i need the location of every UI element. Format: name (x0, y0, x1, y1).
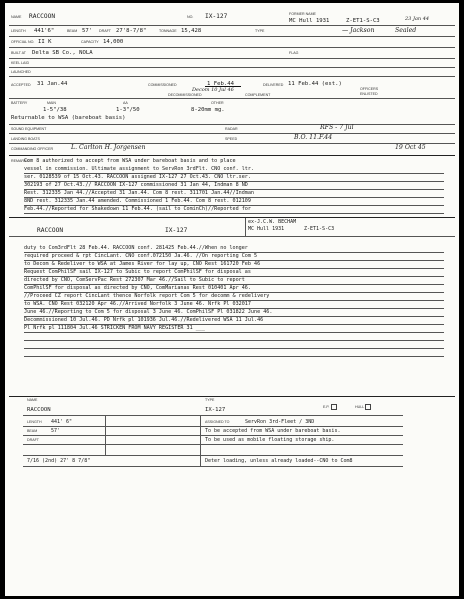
label-length: LENGTH (11, 29, 26, 33)
card-2-hull-number: IX-127 (165, 227, 188, 234)
card-3-label-beam: BEAM (27, 429, 38, 433)
label-other: OTHER (211, 101, 224, 105)
label-remarks: REMARKS (11, 159, 29, 163)
card-3-label-hull: HULL (355, 405, 365, 409)
remarks-line: required proceed & rpt CincLant. CNO conf.072150 Ja.46. //On reporting Com 5 (24, 253, 258, 259)
label-landing-boats: LANDING BOATS (11, 137, 40, 141)
handwritten-signature: — Jackson (342, 27, 375, 34)
card-3-label-draft: DRAFT (27, 438, 39, 442)
card-3-tons: 7/16 (2nd) 27' 8 7/8" (27, 458, 91, 464)
card-2-ex-hull: MC Hull 1931 (248, 226, 285, 232)
remarks-line: ComPhilSF for disposal as directed by CNO, ComMarianas Rest 010401 Apr 46. (24, 285, 251, 291)
label-accepted: ACCEPTED (11, 83, 31, 87)
label-draft: DRAFT (99, 29, 111, 33)
remarks-line: Pl Nrfk pl 111804 Jul.46 STRICKEN FROM NAVY REGISTER 31 ___ (24, 325, 205, 331)
card-3-ship-name: RACCOON (27, 407, 51, 413)
former-name: MC Hull 1931 (289, 18, 330, 24)
card-3-beam: 57' (51, 428, 61, 434)
ship-name: RACCOON (29, 13, 56, 20)
label-battery: BATTERY (11, 101, 28, 105)
battery-aa: 1-3"/50 (116, 107, 140, 113)
label-flag: FLAG (289, 51, 299, 55)
official-no-value: II K (38, 39, 52, 45)
label-type: TYPE (255, 29, 265, 33)
card-3-hull-box (365, 404, 371, 410)
remarks-line: Decommissioned 10 Jul.46. PD Nrfk pl 101936 Jul.46.//Redelivered WSA 11 Jul.46 (24, 317, 264, 323)
card-3-label-name: NAME (27, 398, 38, 402)
label-beam: BEAM (67, 29, 78, 33)
label-commanding-officer: COMMANDING OFFICER (11, 147, 54, 151)
remarks-line: ser. 0128539 of 15 Oct.43. RACCOON assigned IX-127 27 Oct.43. CNO ltr.ser. (24, 174, 251, 180)
document-page (5, 3, 459, 596)
label-decommissioned: DECOMMISSIONED (168, 93, 202, 97)
label-name: NAME (11, 15, 22, 19)
commanding-officer-date: 19 Oct 45 (395, 144, 426, 151)
card-3-hull-number: IX-127 (205, 407, 226, 413)
label-official-no: OFFICIAL NO. (11, 40, 35, 44)
label-tonnage: TONNAGE (159, 29, 177, 33)
card-3-label-type: TYPE (205, 398, 215, 402)
label-main: MAIN (47, 101, 56, 105)
hull-number: IX-127 (205, 13, 228, 20)
remarks-line: duty to Com3rdFlt 28 Feb.44. RACCOON conf. 281425 Feb.44.//When no longer (24, 245, 248, 251)
remarks-line: //Proceed CZ report CincLant thence Norfolk report Com 5 for decomm & redelivery (24, 293, 270, 299)
commanding-officer-name: L. Carlton H. Jorgensen (71, 144, 146, 151)
remarks-line: Rest. 312335 Jan 44.//Accepted 31 Jan.44. Com 8 rest. 311701 Jan.44//Indman (24, 190, 255, 196)
remarks-line: 8ND rest. 312335 Jan.44 amended. Commissioned 1 Feb.44. Com 8 rest. 012109 (24, 198, 251, 204)
handwritten-decom-date: Decom 10 Jul 46 (192, 87, 234, 93)
label-capacity: CAPACITY (81, 40, 99, 44)
remarks-line: vessel in commission. Ultimate assignment to ServRon 3rdFlt. CNO conf. ltr. (24, 166, 255, 172)
label-former-name: FORMER NAME (289, 12, 316, 16)
handwritten-bo: B.O. 11.F.44 (294, 134, 333, 141)
remarks-line: to Decom & Redeliver to WSA at James River for lay up, CNO Rest 161720 Feb 46 (24, 261, 261, 267)
handwritten-rfs: RFS - 7 Jul (320, 124, 354, 131)
label-enlisted: ENLISTED (360, 92, 378, 96)
delivered-value: 11 Feb.44 (est.) (288, 81, 342, 87)
remarks-line: Feb.44.//Reported for Shakedown 11 Feb.44. (sail to CominCh)//Reported for (24, 206, 251, 212)
remarks-line: directed by CNO, ComServPac Rest 272307 Mar 46.//Sail to Subic to report (24, 277, 245, 283)
built-at-value: Delta SB Co., NOLA (32, 50, 93, 56)
remarks-line: to WSA. CNO Rest 032120 Apr 46.//Arrived Norfolk 3 June 46. Nrfk Pl 032017 (24, 301, 251, 307)
label-speed: SPEED (225, 137, 238, 141)
card-3-label-length: LENGTH (27, 420, 42, 424)
card-3-length: 441' 6" (51, 419, 73, 425)
capacity-value: 14,000 (103, 39, 124, 45)
handwritten-date-top: 23 Jan 44 (405, 16, 430, 22)
label-officers: OFFICERS (360, 87, 379, 91)
card-2-ex-name: ex-J.C.W. BECHAM (248, 219, 297, 225)
handwritten-right: Sealed (395, 27, 417, 34)
card-2-ship-name: RACCOON (37, 227, 64, 234)
returnable-note: Returnable to WSA (bareboat basis) (11, 115, 126, 121)
label-commissioned: COMMISSIONED (148, 83, 177, 87)
label-sound-equipment: SOUND EQUIPMENT (11, 127, 47, 131)
remarks-line: Com 8 authorized to accept from WSA under bareboat basis and to place (24, 158, 236, 164)
battery-other: 8-20mm mg. (191, 107, 225, 113)
beam-value: 57' (82, 28, 93, 34)
label-built-at: BUILT AT (11, 51, 26, 55)
label-delivered: DELIVERED (263, 83, 284, 87)
card-3-assigned: ServRon 3rd-Fleet / 3ND (245, 419, 315, 425)
card-3-draft-note: Deter loading, unless already loaded--CNO to Com8 (205, 458, 353, 464)
tonnage-value: 15,428 (181, 28, 202, 34)
accepted-value: 31 Jan.44 (37, 81, 68, 87)
commissioned-value: 1 Feb.44 (207, 81, 234, 87)
label-launched: LAUNCHED (11, 70, 31, 74)
label-complement: COMPLEMENT (245, 93, 271, 97)
label-keel-laid: KEEL LAID (11, 61, 30, 65)
card-2-ex-type: Z-ET1-S-C3 (304, 226, 335, 232)
remarks-line: 302193 of 27 Oct.43.// RACCOON IX-127 commissioned 31 Jan 44, Indman 8 ND (24, 182, 248, 188)
label-aa: AA (123, 101, 128, 105)
length-value: 441'6" (34, 28, 55, 34)
card-3-label-assigned: ASSIGNED TO (205, 420, 230, 424)
label-number: NO. (187, 15, 194, 19)
label-radar: RADAR (225, 127, 238, 131)
former-type: Z-ET1-S-C3 (346, 18, 380, 24)
draft-value: 27'8-7/8" (116, 28, 147, 34)
card-3-note: To be accepted from WSA under bareboat basis. (205, 428, 341, 434)
remarks-line: Request ComPhilSF sail IX-127 to Subic to report ComPhilSF for disposal as (24, 269, 251, 275)
battery-main: 1-5"/38 (43, 107, 67, 113)
card-3-label-ep: E.P. (323, 405, 330, 409)
card-3-ep-box (331, 404, 337, 410)
remarks-line: June 46.//Reporting to Com 5 for disposal 3 June 46. ComPhilSF Pl 031822 June 46. (24, 309, 273, 315)
card-3-note: To be used as mobile floating storage ship. (205, 437, 335, 443)
